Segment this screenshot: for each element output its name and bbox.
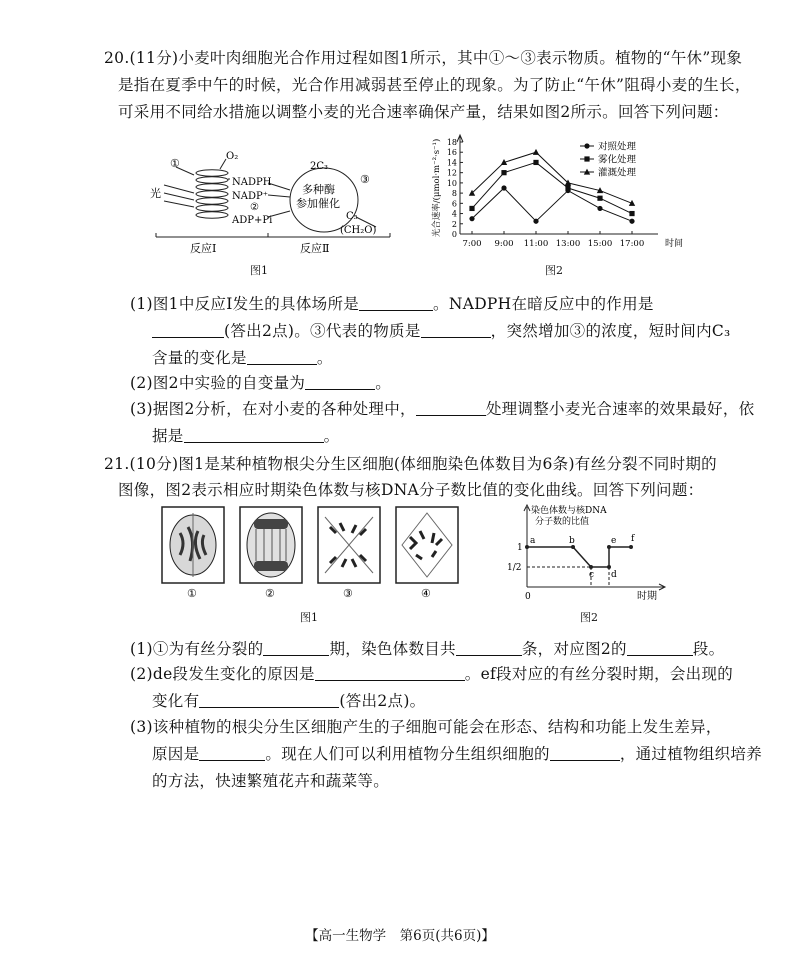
q21-fig1-caption: 图1 bbox=[300, 611, 318, 624]
answer-blank[interactable] bbox=[456, 640, 522, 657]
legend-label: 对照处理 bbox=[598, 141, 637, 153]
fig2-point-c: c bbox=[589, 570, 595, 580]
fig1-circle3: ③ bbox=[360, 173, 370, 186]
y-tick-label: 2 bbox=[451, 219, 457, 229]
fig2-origin: 0 bbox=[525, 592, 531, 602]
y-tick-label: 12 bbox=[446, 168, 457, 178]
x-tick-label: 11:00 bbox=[523, 239, 549, 249]
fig2-ylabel-line1: 染色体数与核DNA bbox=[531, 506, 607, 516]
q21-line1: 21.(10分)图1是某种植物根尖分生区细胞(体细胞染色体数目为6条)有丝分裂不同时期的 bbox=[104, 455, 717, 473]
y-tick-label: 0 bbox=[451, 230, 457, 239]
q21-sub1-text-a: (1)①为有丝分裂的 bbox=[130, 640, 264, 658]
fig2-point-b: b bbox=[569, 536, 575, 546]
q21-sub3-text-b: 原因是 bbox=[152, 745, 200, 763]
q20-sub1-text-c: (答出2点)。③代表的物质是 bbox=[224, 322, 421, 340]
data-point bbox=[501, 170, 506, 175]
data-point bbox=[565, 185, 570, 190]
fig2-ylabel-line2: 分子数的比值 bbox=[535, 517, 590, 527]
q21-sub1-text-b: 期，染色体数目共 bbox=[329, 640, 456, 658]
data-point bbox=[501, 185, 506, 190]
fig2-point-f: f bbox=[631, 534, 635, 544]
q20-sub3-text-a: (3)据图2分析，在对小麦的各种处理中， bbox=[130, 400, 416, 418]
q21-sub3-line2 bbox=[152, 742, 762, 764]
data-point bbox=[629, 219, 634, 224]
y-tick-label: 16 bbox=[446, 148, 457, 158]
data-point bbox=[629, 211, 634, 216]
q21-figure2-chart bbox=[505, 503, 675, 603]
data-point bbox=[584, 143, 589, 148]
q21-sub3-text-c: 。现在人们可以利用植物分生组织细胞的 bbox=[265, 745, 550, 763]
fig1-circle1: ① bbox=[170, 157, 180, 170]
fig2-point-a: a bbox=[530, 536, 536, 546]
legend-label: 雾化处理 bbox=[598, 154, 637, 166]
q20-sub1-text-d: ，突然增加③的浓度，短时间内C₃ bbox=[490, 322, 731, 340]
cell-4-image bbox=[396, 507, 458, 583]
q20-sub3-text-c: 据是 bbox=[152, 427, 184, 445]
page-footer: 【高一生物学 第6页(共6页)】 bbox=[305, 928, 495, 944]
q21-sub3-line1: (3)该种植物的根尖分生区细胞产生的子细胞可能会在形态、结构和功能上发生差异， bbox=[130, 718, 722, 736]
q20-line1: 20.(11分)小麦叶肉细胞光合作用过程如图1所示，其中①～③表示物质。植物的“午休”现象 bbox=[104, 49, 743, 67]
fig2-y-half: 1/2 bbox=[507, 563, 522, 573]
q20-sub1-line1 bbox=[130, 292, 654, 314]
fig1-reaction1: 反应Ⅰ bbox=[190, 242, 217, 255]
y-tick-label: 8 bbox=[451, 189, 457, 199]
y-tick-label: 4 bbox=[451, 209, 457, 219]
fig1-enzyme-line1: 多种酶 bbox=[302, 183, 335, 196]
cell-3-label: ③ bbox=[343, 587, 353, 600]
answer-blank[interactable] bbox=[416, 400, 486, 417]
data-point bbox=[597, 196, 602, 201]
q20-sub1-line2 bbox=[152, 319, 731, 341]
answer-blank[interactable] bbox=[421, 322, 491, 339]
q21-line2: 图像，图2表示相应时期染色体数与核DNA分子数比值的变化曲线。回答下列问题： bbox=[118, 481, 704, 499]
fig2-y-1: 1 bbox=[517, 543, 523, 553]
data-point bbox=[533, 149, 539, 155]
q20-fig2-caption: 图2 bbox=[545, 264, 563, 277]
q20-sub3-line2 bbox=[152, 424, 339, 446]
q20-sub3-text-d: 。 bbox=[323, 427, 340, 445]
cell-1-label: ① bbox=[187, 587, 197, 600]
cell-3-image bbox=[318, 507, 380, 583]
answer-blank[interactable] bbox=[152, 322, 224, 339]
q21-sub2-text-d: (答出2点)。 bbox=[339, 692, 426, 710]
q21-sub1 bbox=[130, 637, 724, 659]
q21-sub2-text-c: 变化有 bbox=[152, 692, 200, 710]
q20-sub1-text-e: 含量的变化是 bbox=[152, 349, 247, 367]
cell-4-label: ④ bbox=[421, 587, 431, 600]
q20-sub1-text-b: 。NADPH在暗反应中的作用是 bbox=[433, 295, 654, 313]
q20-sub1-text-f: 。 bbox=[316, 349, 333, 367]
answer-blank[interactable] bbox=[305, 374, 375, 391]
q21-sub1-text-c: 条，对应图2的 bbox=[521, 640, 627, 658]
q20-figure1-diagram bbox=[150, 145, 400, 275]
legend-label: 灌溉处理 bbox=[598, 167, 637, 179]
q21-figure1-cells bbox=[160, 505, 460, 605]
fig1-enzyme-line2: 参加催化 bbox=[296, 197, 340, 210]
answer-blank[interactable] bbox=[627, 640, 693, 657]
data-point bbox=[533, 219, 538, 224]
x-axis-label: 时间 bbox=[664, 239, 684, 249]
q20-sub2 bbox=[130, 371, 391, 393]
cell-1-image bbox=[162, 507, 224, 583]
answer-blank[interactable] bbox=[199, 692, 339, 709]
fig1-2c3: 2C₃ bbox=[310, 161, 329, 172]
fig2-point-e: e bbox=[611, 536, 617, 546]
fig1-circle2: ② bbox=[250, 202, 259, 213]
fig1-nadph: NADPH bbox=[232, 177, 272, 188]
fig1-reaction2: 反应Ⅱ bbox=[300, 242, 330, 255]
y-tick-label: 6 bbox=[451, 199, 457, 209]
q21-sub3-text-d: ，通过植物组织培养 bbox=[619, 745, 763, 763]
q20-figure2-chart bbox=[430, 128, 700, 258]
chart-axes bbox=[431, 135, 683, 249]
answer-blank[interactable] bbox=[550, 745, 620, 762]
data-point bbox=[469, 206, 474, 211]
fig1-ch2o: (CH₂O) bbox=[340, 225, 377, 236]
q20-sub2-text-a: (2)图2中实验的自变量为 bbox=[130, 374, 306, 392]
q20-line2: 是指在夏季中午的时候，光合作用减弱甚至停止的现象。为了防止“午休”阻碍小麦的生长， bbox=[118, 76, 751, 94]
q20-fig1-caption: 图1 bbox=[250, 264, 268, 277]
data-point bbox=[469, 216, 474, 221]
y-axis-label: 光合速率/(μmol·m⁻²·s⁻¹) bbox=[432, 138, 442, 238]
cell-2-image bbox=[240, 507, 302, 583]
q20-sub1-text-a: (1)图1中反应Ⅰ发生的具体场所是 bbox=[130, 295, 360, 313]
x-tick-label: 13:00 bbox=[555, 239, 581, 249]
x-tick-label: 9:00 bbox=[494, 239, 514, 249]
q20-sub2-text-b: 。 bbox=[375, 374, 392, 392]
y-tick-label: 10 bbox=[446, 178, 457, 188]
fig2-point-d: d bbox=[611, 570, 617, 580]
fig1-nadp: NADP⁺ bbox=[232, 191, 268, 202]
series-line bbox=[472, 188, 632, 221]
fig1-adp: ADP+Pi bbox=[232, 215, 273, 226]
q21-sub1-text-d: 段。 bbox=[692, 640, 725, 658]
q21-sub2-line2 bbox=[152, 689, 425, 711]
q21-sub2-text-a: (2)de段发生变化的原因是 bbox=[130, 665, 315, 683]
q20-sub3-text-b: 处理调整小麦光合速率的效果最好，依 bbox=[485, 400, 755, 418]
x-tick-label: 17:00 bbox=[619, 239, 645, 249]
answer-blank[interactable] bbox=[199, 745, 265, 762]
x-tick-label: 7:00 bbox=[462, 239, 482, 249]
q20-sub1-line3 bbox=[152, 346, 333, 368]
data-point bbox=[584, 156, 589, 161]
answer-blank[interactable] bbox=[263, 640, 329, 657]
q21-sub3-line3: 的方法，快速繁殖花卉和蔬菜等。 bbox=[152, 772, 390, 790]
answer-blank[interactable] bbox=[247, 349, 317, 366]
data-point bbox=[597, 206, 602, 211]
answer-blank[interactable] bbox=[184, 427, 324, 444]
fig2-xlabel: 时期 bbox=[637, 591, 657, 602]
fig1-light: 光 bbox=[150, 187, 161, 200]
q21-sub2-line1 bbox=[130, 662, 733, 684]
q20-sub3-line1 bbox=[130, 397, 754, 419]
chart-legend bbox=[580, 141, 637, 179]
y-tick-label: 18 bbox=[446, 138, 457, 147]
fig1-o2: O₂ bbox=[226, 151, 239, 162]
q21-sub2-text-b: 。ef段对应的有丝分裂时期，会出现的 bbox=[464, 665, 734, 683]
q20-line3: 可采用不同给水措施以调整小麦的光合速率确保产量，结果如图2所示。回答下列问题： bbox=[118, 103, 729, 121]
q21-fig2-caption: 图2 bbox=[580, 611, 598, 624]
data-point bbox=[533, 160, 538, 165]
y-tick-label: 14 bbox=[446, 158, 457, 168]
answer-blank[interactable] bbox=[359, 295, 433, 312]
cell-2-label: ② bbox=[265, 587, 275, 600]
fig1-c5: C₅ bbox=[346, 211, 358, 222]
x-tick-label: 15:00 bbox=[587, 239, 613, 249]
answer-blank[interactable] bbox=[315, 665, 465, 682]
